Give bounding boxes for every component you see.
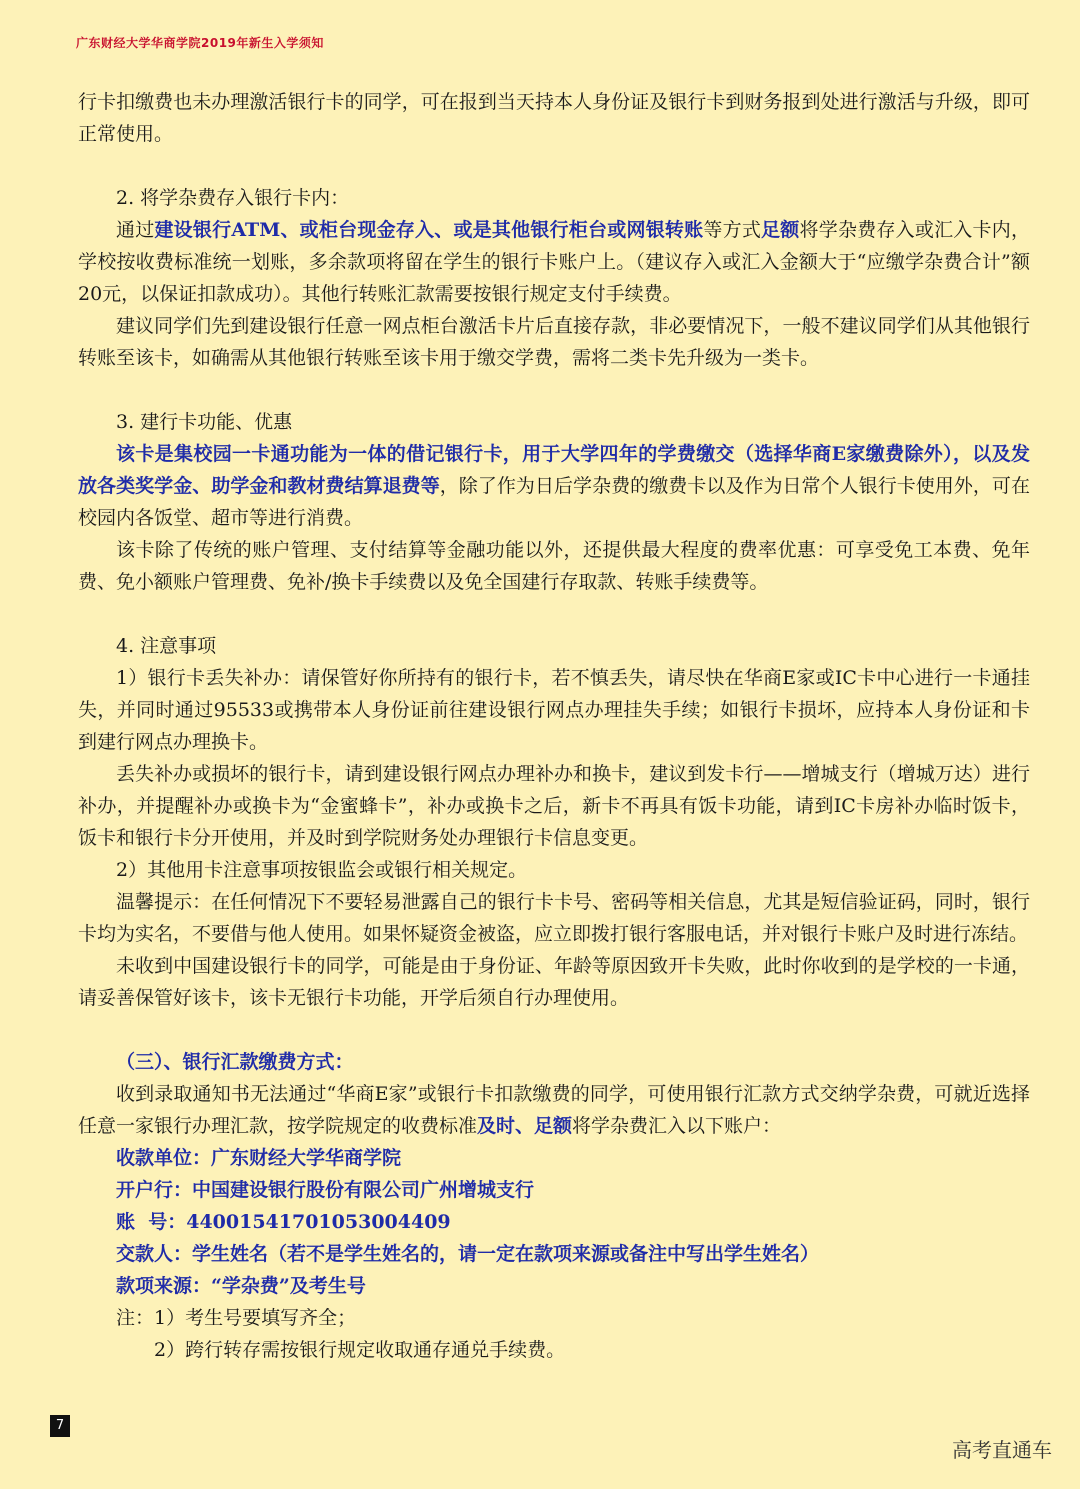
- section-3-paragraph-1: 该卡是集校园一卡通功能为一体的借记银行卡，用于大学四年的学费缴交（选择华商E家缴费除外），以及发放各类奖学金、助学金和教材费结算退费等，除了作为日后学杂费的缴费卡以及作为日常个人银行卡使用外，可在校园内各饭堂、超市等进行消费。: [78, 443, 1030, 529]
- remittance-paragraph: 收到录取通知书无法通过“华商E家”或银行卡扣款缴费的同学，可使用银行汇款方式交纳学杂费，可就近选择任意一家银行办理汇款，按学院规定的收费标准及时、足额将学杂费汇入以下账户：: [78, 1083, 1030, 1137]
- highlight-full-amount: 足额: [761, 219, 800, 241]
- section-4-paragraph-1: 1）银行卡丢失补办：请保管好你所持有的银行卡，若不慎丢失，请尽快在华商E家或IC卡中心进行一卡通挂失，并同时通过95533或携带本人身份证前往建设银行网点办理挂失手续；如银行卡损坏，应持本人身份证和卡到建行网点办理换卡。: [78, 667, 1030, 753]
- highlight-timely-full: 及时、足额: [477, 1115, 573, 1137]
- section-4-paragraph-2: 丢失补办或损坏的银行卡，请到建设银行网点办理补办和换卡，建议到发卡行——增城支行（增城万达）进行补办，并提醒补办或换卡为“金蜜蜂卡”，补办或换卡之后，新卡不再具有饭卡功能，请到IC卡房补办临时饭卡，饭卡和银行卡分开使用，并及时到学院财务处办理银行卡信息变更。: [78, 763, 1030, 849]
- section-4-paragraph-3: 2）其他用卡注意事项按银监会或银行相关规定。: [116, 859, 528, 881]
- document-header: 广东财经大学华商学院2019年新生入学须知: [76, 36, 324, 50]
- note-line-2: 2）跨行转存需按银行规定收取通存通兑手续费。: [154, 1339, 566, 1361]
- account-line: 账 号：44001541701053004409: [116, 1211, 451, 1233]
- payer-line: 交款人：学生姓名（若不是学生姓名的，请一定在款项来源或备注中写出学生姓名）: [116, 1243, 820, 1265]
- section-4-paragraph-4: 温馨提示：在任何情况下不要轻易泄露自己的银行卡卡号、密码等相关信息，尤其是短信验证码，同时，银行卡均为实名，不要借与他人使用。如果怀疑资金被盗，应立即拨打银行客服电话，并对银行卡账户及时进行冻结。: [78, 891, 1030, 945]
- section-4-paragraph-5: 未收到中国建设银行卡的同学，可能是由于身份证、年龄等原因致开卡失败，此时你收到的是学校的一卡通，请妥善保管好该卡，该卡无银行卡功能，开学后须自行办理使用。: [78, 955, 1030, 1009]
- highlight-deposit-methods: 建设银行ATM、或柜台现金存入、或是其他银行柜台或网银转账: [154, 219, 704, 241]
- section-4-title: 4. 注意事项: [116, 635, 217, 657]
- watermark-text: 高考直通车: [952, 1438, 1052, 1462]
- intro-paragraph: 行卡扣缴费也未办理激活银行卡的同学，可在报到当天持本人身份证及银行卡到财务报到处进行激活与升级，即可正常使用。: [78, 91, 1030, 145]
- source-line: 款项来源：“学杂费”及考生号: [116, 1275, 366, 1297]
- remittance-section-title: （三）、银行汇款缴费方式：: [116, 1051, 354, 1073]
- highlight-card-functions: 该卡是集校园一卡通功能为一体的借记银行卡，用于大学四年的学费缴交（选择华商E家缴费除外），以及发放各类奖学金、助学金和教材费结算退费等: [78, 443, 1030, 497]
- note-line-1: 注：1）考生号要填写齐全；: [116, 1307, 357, 1329]
- section-2-paragraph-1: 通过建设银行ATM、或柜台现金存入、或是其他银行柜台或网银转账等方式足额将学杂费存入或汇入卡内，学校按收费标准统一划账，多余款项将留在学生的银行卡账户上。（建议存入或汇入金额大于“应缴学杂费合计”额20元，以保证扣款成功）。其他行转账汇款需要按银行规定支付手续费。: [78, 219, 1030, 305]
- bank-line: 开户行：中国建设银行股份有限公司广州增城支行: [116, 1179, 535, 1201]
- section-2-title: 2. 将学杂费存入银行卡内：: [116, 187, 350, 209]
- page-number: 7: [50, 1415, 70, 1437]
- section-3-title: 3. 建行卡功能、优惠: [116, 411, 293, 433]
- document-body: [78, 86, 1030, 1366]
- section-3-paragraph-2: 该卡除了传统的账户管理、支付结算等金融功能以外，还提供最大程度的费率优惠：可享受免工本费、免年费、免小额账户管理费、免补/换卡手续费以及免全国建行存取款、转账手续费等。: [78, 539, 1030, 593]
- section-2-paragraph-2: 建议同学们先到建设银行任意一网点柜台激活卡片后直接存款，非必要情况下，一般不建议同学们从其他银行转账至该卡，如确需从其他银行转账至该卡用于缴交学费，需将二类卡先升级为一类卡。: [78, 315, 1030, 369]
- payee-line: 收款单位：广东财经大学华商学院: [116, 1147, 402, 1169]
